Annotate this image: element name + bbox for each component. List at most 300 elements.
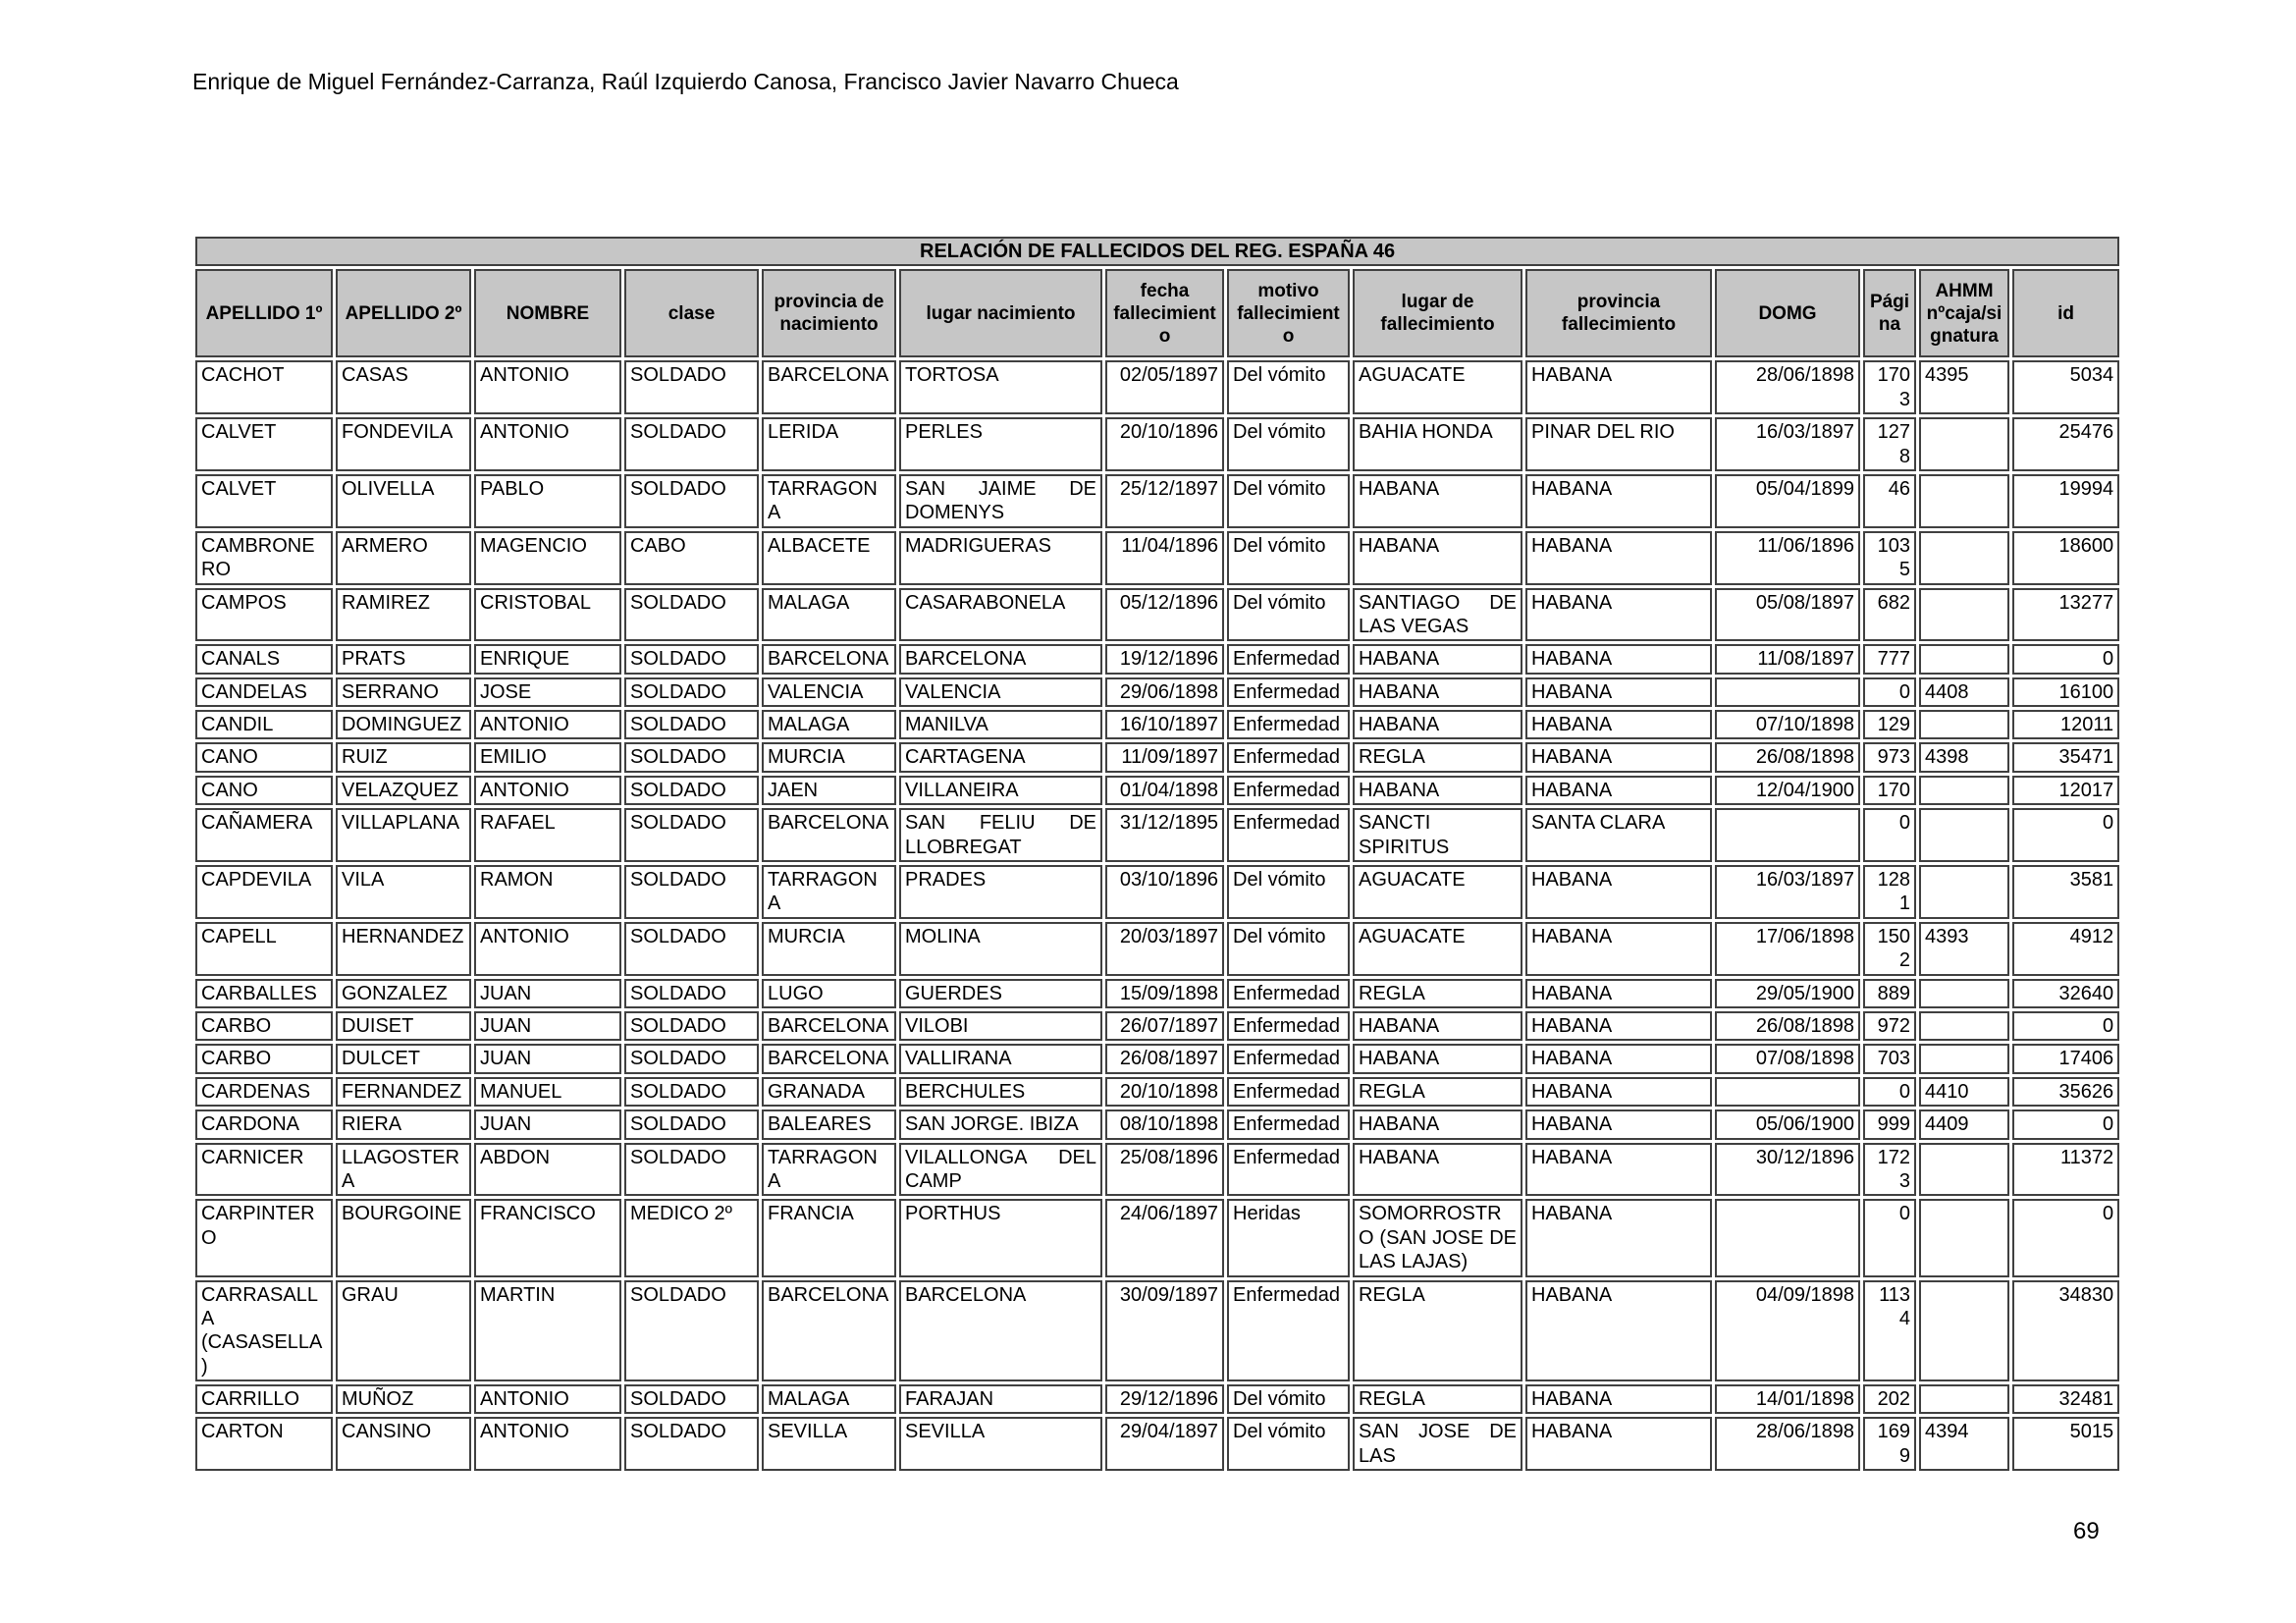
table-cell: 11/09/1897 bbox=[1105, 742, 1224, 772]
table-cell: SAN FELIU DE LLOBREGAT bbox=[899, 808, 1102, 862]
table-cell: GRAU bbox=[336, 1280, 471, 1382]
column-header: id bbox=[2012, 269, 2119, 357]
table-cell: BERCHULES bbox=[899, 1077, 1102, 1107]
table-cell bbox=[1715, 1077, 1860, 1107]
table-cell: CALVET bbox=[195, 417, 333, 471]
table-cell: CAPDEVILA bbox=[195, 865, 333, 919]
table-cell: SOLDADO bbox=[624, 742, 759, 772]
table-cell: Del vómito bbox=[1227, 474, 1350, 528]
table-cell: REGLA bbox=[1353, 1280, 1522, 1382]
table-cell: SOLDADO bbox=[624, 865, 759, 919]
table-cell: Enfermedad bbox=[1227, 808, 1350, 862]
table-cell: 04/09/1898 bbox=[1715, 1280, 1860, 1382]
table-row bbox=[195, 677, 2119, 707]
table-cell: Enfermedad bbox=[1227, 644, 1350, 674]
table-cell: PRATS bbox=[336, 644, 471, 674]
table-cell: 129 bbox=[1863, 710, 1916, 739]
table-cell: JOSE bbox=[474, 677, 621, 707]
table-cell: ANTONIO bbox=[474, 1417, 621, 1471]
table-cell: Del vómito bbox=[1227, 360, 1350, 414]
table-cell: Enfermedad bbox=[1227, 1077, 1350, 1107]
table-cell: CAMPOS bbox=[195, 588, 333, 642]
table-cell: SEVILLA bbox=[762, 1417, 896, 1471]
table-cell: 4395 bbox=[1919, 360, 2009, 414]
table-cell: 5015 bbox=[2012, 1417, 2119, 1471]
table-cell: 202 bbox=[1863, 1384, 1916, 1414]
table-cell bbox=[1919, 417, 2009, 471]
table-cell: HABANA bbox=[1525, 1143, 1712, 1197]
table-cell: HABANA bbox=[1525, 1199, 1712, 1276]
table-cell: REGLA bbox=[1353, 1384, 1522, 1414]
table-cell: Enfermedad bbox=[1227, 710, 1350, 739]
table-cell: FRANCISCO bbox=[474, 1199, 621, 1276]
table-cell: 4912 bbox=[2012, 922, 2119, 976]
table-cell: HABANA bbox=[1353, 531, 1522, 585]
table-cell bbox=[1919, 776, 2009, 805]
table-row bbox=[195, 1417, 2119, 1471]
table-cell: ANTONIO bbox=[474, 360, 621, 414]
table-cell: MALAGA bbox=[762, 588, 896, 642]
table-cell: LLAGOSTERA bbox=[336, 1143, 471, 1197]
table-row bbox=[195, 1143, 2119, 1197]
column-header: fecha fallecimiento bbox=[1105, 269, 1224, 357]
table-cell: AGUACATE bbox=[1353, 360, 1522, 414]
table-cell: CAPELL bbox=[195, 922, 333, 976]
table-cell: 14/01/1898 bbox=[1715, 1384, 1860, 1414]
table-cell: DOMINGUEZ bbox=[336, 710, 471, 739]
table-cell: GONZALEZ bbox=[336, 979, 471, 1008]
page-header-authors: Enrique de Miguel Fernández-Carranza, Raúl Izquierdo Canosa, Francisco Javier Navarro Chueca bbox=[192, 69, 1179, 94]
table-cell: HERNANDEZ bbox=[336, 922, 471, 976]
table-cell: CANO bbox=[195, 742, 333, 772]
table-cell: 4398 bbox=[1919, 742, 2009, 772]
table-cell bbox=[1919, 1280, 2009, 1382]
table-cell: 1703 bbox=[1863, 360, 1916, 414]
table-cell: HABANA bbox=[1353, 1143, 1522, 1197]
table-cell: Enfermedad bbox=[1227, 742, 1350, 772]
column-header: clase bbox=[624, 269, 759, 357]
table-cell: REGLA bbox=[1353, 979, 1522, 1008]
table-cell: SOLDADO bbox=[624, 979, 759, 1008]
table-cell: ANTONIO bbox=[474, 922, 621, 976]
table-cell: 0 bbox=[2012, 808, 2119, 862]
table-cell: LUGO bbox=[762, 979, 896, 1008]
table-cell bbox=[1919, 531, 2009, 585]
table-cell: HABANA bbox=[1353, 1044, 1522, 1073]
table-cell: VILA bbox=[336, 865, 471, 919]
table-cell bbox=[1919, 979, 2009, 1008]
table-cell: 11/08/1897 bbox=[1715, 644, 1860, 674]
table-cell: 19/12/1896 bbox=[1105, 644, 1224, 674]
table-cell: MALAGA bbox=[762, 1384, 896, 1414]
table-row bbox=[195, 1199, 2119, 1276]
table-cell: BARCELONA bbox=[762, 644, 896, 674]
table-cell: HABANA bbox=[1525, 1077, 1712, 1107]
table-cell: HABANA bbox=[1353, 1109, 1522, 1139]
table-header-row bbox=[195, 269, 2119, 357]
table-cell: SOLDADO bbox=[624, 360, 759, 414]
table-cell: REGLA bbox=[1353, 1077, 1522, 1107]
table-cell bbox=[1919, 588, 2009, 642]
table-cell: PINAR DEL RIO bbox=[1525, 417, 1712, 471]
table-cell: HABANA bbox=[1525, 677, 1712, 707]
table-cell: 07/10/1898 bbox=[1715, 710, 1860, 739]
table-cell: VALENCIA bbox=[762, 677, 896, 707]
table-cell: MAGENCIO bbox=[474, 531, 621, 585]
table-cell: SOLDADO bbox=[624, 1011, 759, 1041]
table-cell: 05/06/1900 bbox=[1715, 1109, 1860, 1139]
table-row bbox=[195, 865, 2119, 919]
table-cell: CRISTOBAL bbox=[474, 588, 621, 642]
column-header: provincia de nacimiento bbox=[762, 269, 896, 357]
table-cell: Heridas bbox=[1227, 1199, 1350, 1276]
table-cell: FARAJAN bbox=[899, 1384, 1102, 1414]
table-cell: CARPINTERO bbox=[195, 1199, 333, 1276]
table-cell: Del vómito bbox=[1227, 531, 1350, 585]
table-cell: SAN JORGE. IBIZA bbox=[899, 1109, 1102, 1139]
table-cell: Del vómito bbox=[1227, 1417, 1350, 1471]
table-cell: ALBACETE bbox=[762, 531, 896, 585]
table-cell: 26/08/1898 bbox=[1715, 742, 1860, 772]
table-cell: 5034 bbox=[2012, 360, 2119, 414]
table-cell: 32640 bbox=[2012, 979, 2119, 1008]
column-header: DOMG bbox=[1715, 269, 1860, 357]
table-cell: 03/10/1896 bbox=[1105, 865, 1224, 919]
table-cell: RIERA bbox=[336, 1109, 471, 1139]
table-cell: CANALS bbox=[195, 644, 333, 674]
table-row bbox=[195, 474, 2119, 528]
table-cell: 1278 bbox=[1863, 417, 1916, 471]
table-cell: 973 bbox=[1863, 742, 1916, 772]
table-cell: HABANA bbox=[1525, 531, 1712, 585]
table-cell bbox=[1919, 1199, 2009, 1276]
table-row bbox=[195, 979, 2119, 1008]
table-cell: 28/06/1898 bbox=[1715, 360, 1860, 414]
table-cell: 29/05/1900 bbox=[1715, 979, 1860, 1008]
table-cell: SOLDADO bbox=[624, 776, 759, 805]
table-cell: HABANA bbox=[1525, 360, 1712, 414]
table-cell: Del vómito bbox=[1227, 922, 1350, 976]
table-cell: SOLDADO bbox=[624, 922, 759, 976]
table-cell: 0 bbox=[2012, 644, 2119, 674]
table-cell bbox=[1919, 808, 2009, 862]
table-cell: MALAGA bbox=[762, 710, 896, 739]
table-cell: SOLDADO bbox=[624, 1077, 759, 1107]
table-cell: HABANA bbox=[1525, 1280, 1712, 1382]
table-cell: RAMIREZ bbox=[336, 588, 471, 642]
table-cell: CAÑAMERA bbox=[195, 808, 333, 862]
table-cell: Enfermedad bbox=[1227, 1143, 1350, 1197]
table-cell: MADRIGUERAS bbox=[899, 531, 1102, 585]
table-cell: SOLDADO bbox=[624, 644, 759, 674]
table-cell: 0 bbox=[1863, 808, 1916, 862]
table-cell: CARTAGENA bbox=[899, 742, 1102, 772]
table-cell: 0 bbox=[1863, 1077, 1916, 1107]
table-body bbox=[195, 360, 2119, 1471]
table-cell: LERIDA bbox=[762, 417, 896, 471]
table-cell: Del vómito bbox=[1227, 1384, 1350, 1414]
table-cell: EMILIO bbox=[474, 742, 621, 772]
table-cell: CACHOT bbox=[195, 360, 333, 414]
table-title: RELACIÓN DE FALLECIDOS DEL REG. ESPAÑA 46 bbox=[195, 237, 2119, 266]
table-cell: HABANA bbox=[1525, 710, 1712, 739]
table-cell: 4394 bbox=[1919, 1417, 2009, 1471]
table-cell: VALENCIA bbox=[899, 677, 1102, 707]
table-cell: CASAS bbox=[336, 360, 471, 414]
table-cell: BAHIA HONDA bbox=[1353, 417, 1522, 471]
table-cell: HABANA bbox=[1525, 979, 1712, 1008]
table-cell: PRADES bbox=[899, 865, 1102, 919]
table-cell: SAN JAIME DE DOMENYS bbox=[899, 474, 1102, 528]
table-cell: 682 bbox=[1863, 588, 1916, 642]
table-row bbox=[195, 922, 2119, 976]
table-cell: CARBO bbox=[195, 1044, 333, 1073]
table-cell: MURCIA bbox=[762, 742, 896, 772]
table-row bbox=[195, 1044, 2119, 1073]
table-cell: TARRAGONA bbox=[762, 865, 896, 919]
table-cell bbox=[1919, 1384, 2009, 1414]
table-cell: 0 bbox=[2012, 1109, 2119, 1139]
table-cell: SANTA CLARA bbox=[1525, 808, 1712, 862]
table-cell: SOLDADO bbox=[624, 588, 759, 642]
table-cell: 26/08/1897 bbox=[1105, 1044, 1224, 1073]
table-cell: CAMBRONERO bbox=[195, 531, 333, 585]
table-cell: 02/05/1897 bbox=[1105, 360, 1224, 414]
table-row bbox=[195, 1077, 2119, 1107]
table-cell: 999 bbox=[1863, 1109, 1916, 1139]
table-cell: 29/12/1896 bbox=[1105, 1384, 1224, 1414]
table-cell: OLIVELLA bbox=[336, 474, 471, 528]
table-cell: TARRAGONA bbox=[762, 1143, 896, 1197]
table-cell: REGLA bbox=[1353, 742, 1522, 772]
table-cell: MEDICO 2º bbox=[624, 1199, 759, 1276]
table-cell: SAN JOSE DE LAS bbox=[1353, 1417, 1522, 1471]
table-cell: HABANA bbox=[1353, 474, 1522, 528]
table-cell: JUAN bbox=[474, 979, 621, 1008]
table-cell: 170 bbox=[1863, 776, 1916, 805]
table-cell: SOLDADO bbox=[624, 417, 759, 471]
table-cell: 11/06/1896 bbox=[1715, 531, 1860, 585]
table-cell: FERNANDEZ bbox=[336, 1077, 471, 1107]
table-cell: SANCTI SPIRITUS bbox=[1353, 808, 1522, 862]
table-cell: RAMON bbox=[474, 865, 621, 919]
table-cell: 12017 bbox=[2012, 776, 2119, 805]
table-cell: GUERDES bbox=[899, 979, 1102, 1008]
table-cell: 05/04/1899 bbox=[1715, 474, 1860, 528]
table-cell: JAEN bbox=[762, 776, 896, 805]
table-cell: SOLDADO bbox=[624, 474, 759, 528]
table-cell: 35626 bbox=[2012, 1077, 2119, 1107]
table-cell: 17/06/1898 bbox=[1715, 922, 1860, 976]
table-cell: CARRILLO bbox=[195, 1384, 333, 1414]
table-cell: 17406 bbox=[2012, 1044, 2119, 1073]
table-row bbox=[195, 531, 2119, 585]
table-cell: 30/09/1897 bbox=[1105, 1280, 1224, 1382]
table-cell: BARCELONA bbox=[762, 1011, 896, 1041]
column-header: NOMBRE bbox=[474, 269, 621, 357]
table-cell: 31/12/1895 bbox=[1105, 808, 1224, 862]
table-cell: 4393 bbox=[1919, 922, 2009, 976]
table-cell: ANTONIO bbox=[474, 710, 621, 739]
table-cell: JUAN bbox=[474, 1109, 621, 1139]
table-cell: 20/10/1898 bbox=[1105, 1077, 1224, 1107]
table-cell: 1035 bbox=[1863, 531, 1916, 585]
table-row bbox=[195, 1011, 2119, 1041]
table-cell: HABANA bbox=[1353, 710, 1522, 739]
table-cell: CANSINO bbox=[336, 1417, 471, 1471]
table-cell: Del vómito bbox=[1227, 417, 1350, 471]
table-cell: VILALLONGA DEL CAMP bbox=[899, 1143, 1102, 1197]
table-cell: MUÑOZ bbox=[336, 1384, 471, 1414]
table-cell: ANTONIO bbox=[474, 417, 621, 471]
table-cell: GRANADA bbox=[762, 1077, 896, 1107]
table-cell: 1134 bbox=[1863, 1280, 1916, 1382]
table-cell: SOLDADO bbox=[624, 1044, 759, 1073]
table-cell: CABO bbox=[624, 531, 759, 585]
table-cell: HABANA bbox=[1525, 474, 1712, 528]
table-cell: SANTIAGO DE LAS VEGAS bbox=[1353, 588, 1522, 642]
table-row bbox=[195, 417, 2119, 471]
table-cell: Enfermedad bbox=[1227, 979, 1350, 1008]
table-cell: 0 bbox=[2012, 1199, 2119, 1276]
table-cell: SOLDADO bbox=[624, 1109, 759, 1139]
table-cell: AGUACATE bbox=[1353, 865, 1522, 919]
table-cell bbox=[1919, 710, 2009, 739]
table-cell: SEVILLA bbox=[899, 1417, 1102, 1471]
table-cell: HABANA bbox=[1353, 677, 1522, 707]
table-cell: 16/03/1897 bbox=[1715, 417, 1860, 471]
table-cell: HABANA bbox=[1525, 1384, 1712, 1414]
table-row bbox=[195, 588, 2119, 642]
table-cell: 12011 bbox=[2012, 710, 2119, 739]
table-cell: 26/07/1897 bbox=[1105, 1011, 1224, 1041]
table-cell: BARCELONA bbox=[899, 1280, 1102, 1382]
table-cell: 1699 bbox=[1863, 1417, 1916, 1471]
table-cell: SOLDADO bbox=[624, 1417, 759, 1471]
table-row bbox=[195, 1384, 2119, 1414]
table-cell: 18600 bbox=[2012, 531, 2119, 585]
table-cell: RAFAEL bbox=[474, 808, 621, 862]
table-cell: JUAN bbox=[474, 1044, 621, 1073]
table-cell: MOLINA bbox=[899, 922, 1102, 976]
table-cell: 3581 bbox=[2012, 865, 2119, 919]
table-row bbox=[195, 776, 2119, 805]
table-cell bbox=[1919, 644, 2009, 674]
table-cell: PORTHUS bbox=[899, 1199, 1102, 1276]
table-cell: PERLES bbox=[899, 417, 1102, 471]
table-cell: HABANA bbox=[1525, 776, 1712, 805]
table-cell: HABANA bbox=[1525, 1011, 1712, 1041]
table-row bbox=[195, 644, 2119, 674]
table-cell: Enfermedad bbox=[1227, 1280, 1350, 1382]
column-header: provincia fallecimiento bbox=[1525, 269, 1712, 357]
table-cell: BARCELONA bbox=[762, 808, 896, 862]
table-cell: VILOBI bbox=[899, 1011, 1102, 1041]
table-cell: 29/04/1897 bbox=[1105, 1417, 1224, 1471]
table-cell: MARTIN bbox=[474, 1280, 621, 1382]
table-cell: Enfermedad bbox=[1227, 677, 1350, 707]
table-cell: CANDELAS bbox=[195, 677, 333, 707]
table-cell: 0 bbox=[1863, 1199, 1916, 1276]
table-cell: 4409 bbox=[1919, 1109, 2009, 1139]
table-row bbox=[195, 360, 2119, 414]
table-cell: VALLIRANA bbox=[899, 1044, 1102, 1073]
column-header: AHMM nºcaja/signatura bbox=[1919, 269, 2009, 357]
table-cell: Enfermedad bbox=[1227, 1044, 1350, 1073]
table-cell: 25/08/1896 bbox=[1105, 1143, 1224, 1197]
table-cell: JUAN bbox=[474, 1011, 621, 1041]
table-cell: 29/06/1898 bbox=[1105, 677, 1224, 707]
column-header: APELLIDO 1º bbox=[195, 269, 333, 357]
table-cell bbox=[1919, 1011, 2009, 1041]
table-cell: 05/12/1896 bbox=[1105, 588, 1224, 642]
table-cell: 1502 bbox=[1863, 922, 1916, 976]
table-cell: HABANA bbox=[1525, 1044, 1712, 1073]
table-cell: 16/03/1897 bbox=[1715, 865, 1860, 919]
table-cell: BOURGOINE bbox=[336, 1199, 471, 1276]
table-cell: ANTONIO bbox=[474, 1384, 621, 1414]
table-cell: SOLDADO bbox=[624, 808, 759, 862]
table-cell: MANILVA bbox=[899, 710, 1102, 739]
table-cell: 703 bbox=[1863, 1044, 1916, 1073]
table-cell: 0 bbox=[2012, 1011, 2119, 1041]
table-cell: HABANA bbox=[1525, 1417, 1712, 1471]
table-cell: CARDENAS bbox=[195, 1077, 333, 1107]
table-cell: SOMORROSTRO (SAN JOSE DE LAS LAJAS) bbox=[1353, 1199, 1522, 1276]
table-row bbox=[195, 1109, 2119, 1139]
table-cell: 24/06/1897 bbox=[1105, 1199, 1224, 1276]
table-cell: CARBALLES bbox=[195, 979, 333, 1008]
table-cell: 25476 bbox=[2012, 417, 2119, 471]
table-cell: 19994 bbox=[2012, 474, 2119, 528]
table-cell: CASARABONELA bbox=[899, 588, 1102, 642]
table-cell: 0 bbox=[1863, 677, 1916, 707]
table-cell: 15/09/1898 bbox=[1105, 979, 1224, 1008]
table-cell: 16/10/1897 bbox=[1105, 710, 1224, 739]
table-cell: CANDIL bbox=[195, 710, 333, 739]
table-cell: VELAZQUEZ bbox=[336, 776, 471, 805]
table-cell: CARRASALLA (CASASELLA) bbox=[195, 1280, 333, 1382]
table-cell: 05/08/1897 bbox=[1715, 588, 1860, 642]
table-cell: HABANA bbox=[1525, 922, 1712, 976]
table-cell: DUISET bbox=[336, 1011, 471, 1041]
table-cell: Del vómito bbox=[1227, 588, 1350, 642]
table-cell: Enfermedad bbox=[1227, 1109, 1350, 1139]
table-title-row bbox=[195, 237, 2119, 266]
table-row bbox=[195, 710, 2119, 739]
table-cell: 889 bbox=[1863, 979, 1916, 1008]
table-cell: 25/12/1897 bbox=[1105, 474, 1224, 528]
table-cell: 20/10/1896 bbox=[1105, 417, 1224, 471]
table-cell: DULCET bbox=[336, 1044, 471, 1073]
table-cell: Enfermedad bbox=[1227, 1011, 1350, 1041]
table-cell: 26/08/1898 bbox=[1715, 1011, 1860, 1041]
table-cell: SOLDADO bbox=[624, 1384, 759, 1414]
table-cell: HABANA bbox=[1353, 1011, 1522, 1041]
table-cell: ANTONIO bbox=[474, 776, 621, 805]
table-cell bbox=[1715, 1199, 1860, 1276]
table-cell: 1723 bbox=[1863, 1143, 1916, 1197]
casualty-table bbox=[192, 234, 2122, 1474]
table-cell bbox=[1919, 1044, 2009, 1073]
table-cell: 34830 bbox=[2012, 1280, 2119, 1382]
table-cell: MURCIA bbox=[762, 922, 896, 976]
table-row bbox=[195, 808, 2119, 862]
table-cell: 11/04/1896 bbox=[1105, 531, 1224, 585]
column-header: lugar nacimiento bbox=[899, 269, 1102, 357]
table-cell: HABANA bbox=[1353, 776, 1522, 805]
table-cell: 35471 bbox=[2012, 742, 2119, 772]
